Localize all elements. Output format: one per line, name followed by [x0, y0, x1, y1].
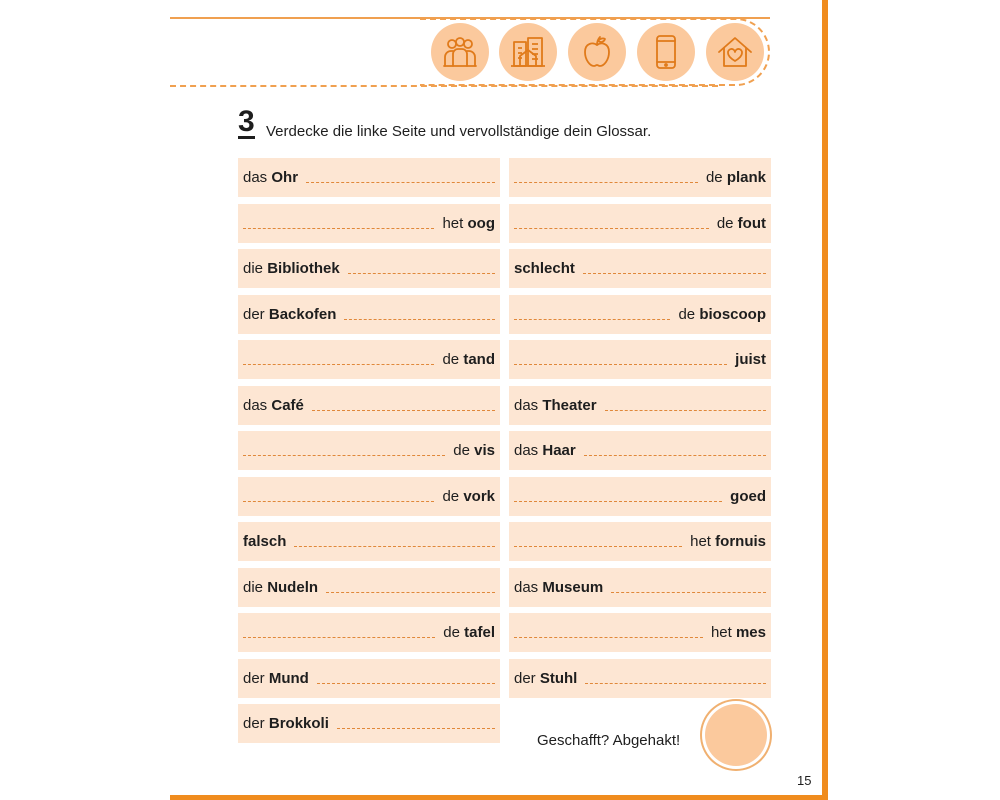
glossary-article: das: [514, 397, 543, 414]
glossary-row: [509, 386, 771, 425]
answer-blank[interactable]: [583, 273, 766, 274]
glossary-word: [243, 306, 336, 323]
glossary-row: [238, 340, 500, 379]
glossary-word: [678, 306, 766, 323]
glossary-noun: goed: [730, 488, 766, 505]
glossary-word: [717, 215, 766, 232]
glossary-word: [706, 169, 766, 186]
answer-blank[interactable]: [243, 228, 434, 229]
glossary-article: het: [690, 533, 716, 550]
answer-blank[interactable]: [514, 637, 703, 638]
glossary-noun: mes: [735, 624, 766, 641]
answer-blank[interactable]: [514, 364, 727, 365]
glossary-row: [509, 340, 771, 379]
answer-blank[interactable]: [348, 273, 495, 274]
glossary-article: der: [514, 670, 540, 687]
glossary-article: das: [243, 169, 272, 186]
glossary-article: het: [710, 624, 736, 641]
glossary-word: [711, 624, 766, 641]
glossary-row: [509, 249, 771, 288]
glossary-noun: Café: [271, 397, 304, 414]
glossary-noun: fout: [737, 215, 766, 232]
glossary-word: [690, 533, 766, 550]
answer-blank[interactable]: [514, 182, 698, 183]
glossary-row: [238, 522, 500, 561]
glossary-article: de: [716, 215, 738, 232]
answer-blank[interactable]: [514, 501, 722, 502]
glossary-noun: Museum: [542, 579, 604, 596]
glossary-article: het: [442, 215, 468, 232]
glossary-article: de: [442, 351, 464, 368]
glossary-row: [238, 249, 500, 288]
answer-blank[interactable]: [611, 592, 766, 593]
answer-blank[interactable]: [585, 683, 766, 684]
glossary-noun: Mund: [268, 670, 309, 687]
glossary-row: [238, 158, 500, 197]
glossary-article: die: [243, 260, 268, 277]
page-border-bottom: [170, 795, 828, 800]
glossary-row: [238, 568, 500, 607]
glossary-row: [238, 431, 500, 470]
answer-blank[interactable]: [243, 364, 434, 365]
page-border-right: [822, 0, 828, 800]
apple-icon: [568, 23, 626, 81]
glossary-article: der: [243, 715, 269, 732]
glossary-article: das: [514, 579, 543, 596]
glossary-article: das: [514, 442, 543, 459]
glossary-noun: juist: [735, 351, 766, 368]
glossary-noun: Haar: [542, 442, 576, 459]
glossary-noun: Ohr: [271, 169, 299, 186]
glossary-noun: Stuhl: [539, 670, 578, 687]
glossary-word: [243, 397, 304, 414]
glossary-word: [442, 215, 495, 232]
answer-blank[interactable]: [326, 592, 495, 593]
glossary-noun: fornuis: [715, 533, 766, 550]
glossary-noun: falsch: [243, 533, 287, 550]
glossary-word: [243, 670, 309, 687]
glossary-article: das: [243, 397, 272, 414]
glossary-word: [243, 169, 298, 186]
answer-blank[interactable]: [344, 319, 495, 320]
glossary-article: de: [678, 306, 700, 323]
glossary-noun: Nudeln: [267, 579, 319, 596]
answer-blank[interactable]: [243, 637, 435, 638]
task-number: 3: [238, 105, 255, 138]
glossary-word: [243, 260, 340, 277]
city-buildings-icon: [499, 23, 557, 81]
answer-blank[interactable]: [514, 228, 709, 229]
glossary-row: [238, 704, 500, 743]
glossary-noun: vis: [474, 442, 495, 459]
glossary-word: [443, 624, 495, 641]
glossary-row: [238, 477, 500, 516]
glossary-article: die: [243, 579, 268, 596]
glossary-noun: schlecht: [514, 260, 575, 277]
glossary-row: [238, 204, 500, 243]
glossary-article: der: [243, 670, 269, 687]
glossary-noun: Bibliothek: [267, 260, 340, 277]
glossary-row: [238, 386, 500, 425]
answer-blank[interactable]: [317, 683, 495, 684]
answer-blank[interactable]: [294, 546, 495, 547]
glossary-word: [514, 260, 575, 277]
task-instruction: Verdecke die linke Seite und vervollständige dein Glossar.: [266, 123, 652, 140]
glossary-word: [243, 533, 286, 550]
glossary-article: de: [453, 442, 475, 459]
glossary-row: [509, 158, 771, 197]
heart-house-icon: [706, 23, 764, 81]
glossary-word: [514, 442, 576, 459]
answer-blank[interactable]: [514, 319, 670, 320]
glossary-noun: Brokkoli: [268, 715, 329, 732]
glossary-word: [243, 579, 318, 596]
glossary-word: [243, 715, 329, 732]
glossary-row: [238, 613, 500, 652]
smartphone-icon: [637, 23, 695, 81]
glossary-noun: tand: [463, 351, 495, 368]
glossary-row: [509, 522, 771, 561]
glossary-article: de: [443, 624, 465, 641]
glossary-word: [514, 579, 603, 596]
glossary-row: [509, 568, 771, 607]
glossary-row: [238, 659, 500, 698]
answer-blank[interactable]: [605, 410, 766, 411]
glossary-word: [442, 488, 495, 505]
glossary-row: [509, 204, 771, 243]
glossary-article: de: [442, 488, 464, 505]
glossary-noun: bioscoop: [699, 306, 766, 323]
done-checkbox[interactable]: [705, 704, 767, 766]
glossary-row: [509, 613, 771, 652]
glossary-word: [514, 397, 597, 414]
glossary-noun: vork: [463, 488, 495, 505]
glossary-word: [735, 351, 766, 368]
answer-blank[interactable]: [243, 455, 445, 456]
glossary-word: [442, 351, 495, 368]
glossary-row: [509, 659, 771, 698]
glossary-noun: oog: [467, 215, 495, 232]
glossary-noun: plank: [726, 169, 766, 186]
glossary-row: [509, 295, 771, 334]
glossary-word: [453, 442, 495, 459]
page-number: 15: [797, 773, 812, 788]
glossary-article: der: [243, 306, 269, 323]
answer-blank[interactable]: [337, 728, 495, 729]
glossary-noun: Backofen: [268, 306, 337, 323]
answer-blank[interactable]: [514, 546, 682, 547]
glossary-row: [238, 295, 500, 334]
glossary-word: [514, 670, 577, 687]
answer-blank[interactable]: [243, 501, 434, 502]
answer-blank[interactable]: [306, 182, 495, 183]
glossary-noun: tafel: [464, 624, 495, 641]
done-label: Geschafft? Abgehakt!: [537, 732, 681, 749]
glossary-row: [509, 477, 771, 516]
glossary-row: [509, 431, 771, 470]
glossary-article: de: [705, 169, 727, 186]
answer-blank[interactable]: [312, 410, 495, 411]
glossary-word: [730, 488, 766, 505]
answer-blank[interactable]: [584, 455, 766, 456]
people-icon: [431, 23, 489, 81]
glossary-noun: Theater: [542, 397, 597, 414]
